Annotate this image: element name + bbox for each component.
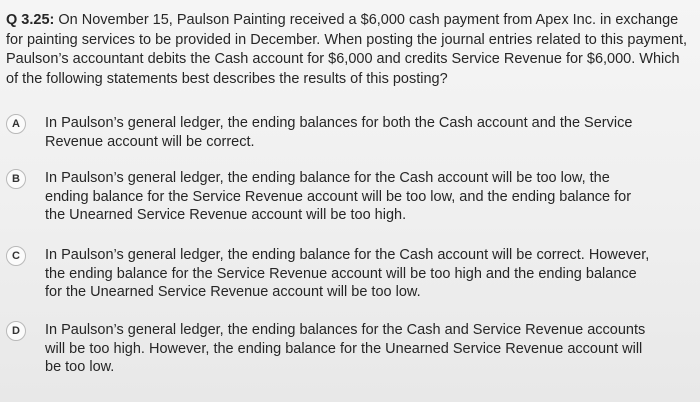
- option-letter-badge[interactable]: C: [6, 246, 26, 266]
- question-number: Q 3.25:: [6, 12, 55, 28]
- question-stem: [6, 11, 694, 89]
- option-text: In Paulson’s general ledger, the ending balances for both the Cash account and the Service Revenue account will be correct.: [45, 115, 633, 150]
- option-text: In Paulson’s general ledger, the ending balance for the Cash account will be correct. However, the ending balance for the Service Revenue account will be too high and the ending balance for the Unearned Service Revenue account will be too low.: [45, 247, 650, 300]
- option-letter-badge[interactable]: B: [6, 169, 26, 189]
- option-text: In Paulson’s general ledger, the ending balances for the Cash and Service Revenue accounts will be too high. However, the ending balance for the Unearned Service Revenue account will be too low.: [45, 322, 646, 375]
- question-text: On November 15, Paulson Painting received a $6,000 cash payment from Apex Inc. in exchange for painting services to be provided in December. When posting the journal entries related to this payment, Paulson’s accountant debits the Cash account for $6,000 and credits Service Revenue for $6,000. Which of the following statements best describes the results of this posting?: [6, 12, 688, 87]
- option-letter-badge[interactable]: D: [6, 321, 26, 341]
- option-text: In Paulson’s general ledger, the ending balance for the Cash account will be too low, the ending balance for the Service Revenue account will be too low, and the ending balance for the Unearned Service Revenue account will be too high.: [45, 170, 632, 223]
- option-letter-badge[interactable]: A: [6, 114, 26, 134]
